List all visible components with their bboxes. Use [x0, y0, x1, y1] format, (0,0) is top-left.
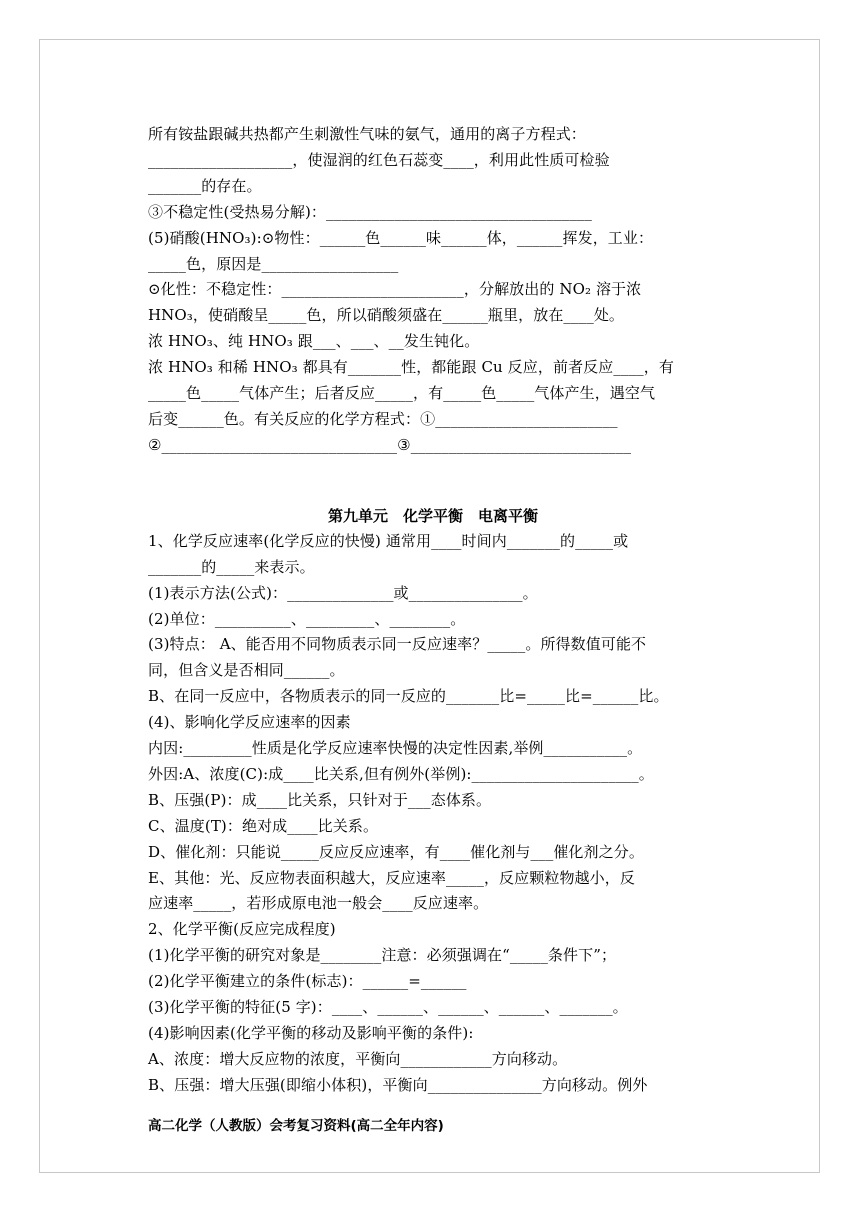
text-line: ___________________，使湿润的红色石蕊变____，利用此性质可检验: [148, 150, 610, 169]
text-line: HNO₃，使硝酸呈_____色，所以硝酸须盛在______瓶里，放在____处。: [148, 306, 625, 325]
text-line: 应速率_____，若形成原电池一般会____反应速率。: [148, 894, 489, 913]
text-line: _______的存在。: [148, 176, 262, 195]
text-line: ③不稳定性(受热易分解)：___________________________________: [148, 202, 593, 221]
text-line: C、温度(T)：绝对成____比关系。: [148, 816, 379, 835]
text-line: B、压强：增大压强(即缩小体积)，平衡向_______________方向移动。例外: [148, 1075, 648, 1094]
text-line: 所有铵盐跟碱共热都产生刺激性气味的氨气，通用的离子方程式：: [148, 125, 586, 143]
text-line: (1)化学平衡的研究对象是________注意：必须强调在“_____条件下”；: [148, 946, 617, 965]
text-line: 内因:_________性质是化学反应速率快慢的决定性因素,举例___________。: [148, 739, 643, 758]
text-line: _____色_____气体产生；后者反应_____，有_____色_____气体产生，遇空气: [148, 384, 656, 403]
text-line: 浓 HNO₃、纯 HNO₃ 跟___、___、__发生钝化。: [148, 332, 480, 351]
text-line: E、其他：光、反应物表面积越大，反应速率_____，反应颗粒物越小，反: [148, 868, 635, 887]
text-line: ⊙化性：不稳定性：________________________，分解放出的 NO₂ 溶于浓: [148, 280, 642, 299]
text-line: (1)表示方法(公式)：______________或_______________。: [148, 583, 538, 602]
text-line: D、催化剂：只能说_____反应反应速率，有____催化剂与___催化剂之分。: [148, 842, 644, 861]
document-body: [148, 122, 714, 1099]
page-footer: 高二化学（人教版）会考复习资料(高二全年内容): [148, 1118, 444, 1134]
text-line: 后变______色。有关反应的化学方程式：①________________________: [148, 409, 618, 428]
text-line: (5)硝酸(HNO₃):⊙物性：______色______味______体，______挥发，工业：: [148, 228, 654, 247]
text-line: B、在同一反应中，各物质表示的同一反应的_______比=_____比=______比。: [148, 687, 669, 706]
text-line: B、压强(P)：成____比关系，只针对于___态体系。: [148, 790, 492, 809]
text-line: (2)化学平衡建立的条件(标志)：______=______: [148, 972, 467, 991]
text-line: (4)影响因素(化学平衡的移动及影响平衡的条件):: [148, 1024, 474, 1042]
text-line: ②_______________________________③_____________________________: [148, 435, 632, 454]
text-line: (2)单位：__________、_________、________。: [148, 609, 466, 628]
section-unit9: [148, 529, 714, 1099]
text-line: 浓 HNO₃ 和稀 HNO₃ 都具有_______性，都能跟 Cu 反应，前者反应____，有: [148, 358, 674, 377]
text-line: 同，但含义是否相同______。: [148, 661, 345, 680]
text-line: 2、化学平衡(反应完成程度): [148, 920, 336, 939]
text-line: _____色，原因是__________________: [148, 254, 399, 273]
text-line: A、浓度：增大反应物的浓度，平衡向____________方向移动。: [148, 1049, 568, 1068]
text-line: (3)化学平衡的特征(5 字)：____、______、______、______、_______。: [148, 998, 628, 1017]
text-line: 1、化学反应速率(化学反应的快慢) 通常用____时间内_______的_____或: [148, 531, 629, 550]
section-nitrogen-compounds: [148, 122, 714, 459]
section-spacer: [148, 459, 714, 503]
text-line: 外因:A、浓度(C):成____比关系,但有例外(举例):______________________。: [148, 764, 654, 783]
text-line: (3)特点： A、能否用不同物质表示同一反应速率？_____。所得数值可能不: [148, 635, 647, 654]
text-line: (4)、影响化学反应速率的因素: [148, 713, 351, 732]
unit-title: 第九单元 化学平衡 电离平衡: [327, 506, 538, 525]
text-line: _______的_____来表示。: [148, 557, 315, 576]
